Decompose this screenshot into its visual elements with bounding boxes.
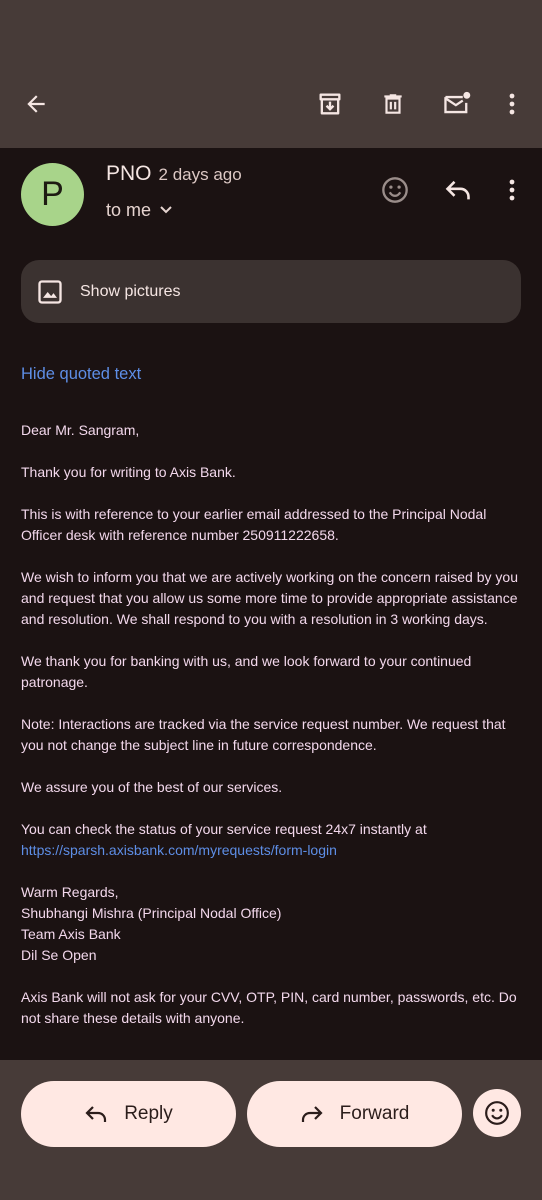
image-icon bbox=[36, 278, 64, 306]
more-options-button[interactable] bbox=[488, 80, 536, 128]
signature-line: Team Axis Bank bbox=[21, 926, 121, 942]
sender-line bbox=[106, 162, 242, 192]
body-paragraph: We assure you of the best of our services. bbox=[21, 779, 283, 795]
service-request-link[interactable]: https://sparsh.axisbank.com/myrequests/form-login bbox=[21, 842, 337, 858]
forward-label: Forward bbox=[339, 1103, 410, 1124]
status-text: You can check the status of your service request 24x7 instantly at bbox=[21, 821, 427, 837]
delete-button[interactable] bbox=[369, 80, 417, 128]
body-paragraph: We wish to inform you that we are actively working on the concern raised by you and request that you allow us some more time to provide appropriate assistance and resolution. We shall respond to you with a resolution in 3 working days. bbox=[21, 569, 518, 627]
show-pictures-button[interactable] bbox=[21, 260, 521, 323]
archive-icon bbox=[316, 90, 344, 118]
status-paragraph bbox=[21, 819, 526, 861]
back-button[interactable] bbox=[12, 80, 60, 128]
archive-button[interactable] bbox=[306, 80, 354, 128]
body-paragraph: Note: Interactions are tracked via the service request number. We request that you not change the subject line in future correspondence. bbox=[21, 716, 506, 753]
show-pictures-label: Show pictures bbox=[80, 282, 181, 300]
arrow-left-icon bbox=[23, 91, 49, 117]
message-time: 2 days ago bbox=[158, 165, 242, 184]
body-paragraph: Thank you for writing to Axis Bank. bbox=[21, 464, 236, 480]
reply-label: Reply bbox=[124, 1103, 173, 1124]
more-vert-icon bbox=[508, 92, 516, 116]
add-reaction-button[interactable] bbox=[371, 166, 419, 214]
emoji-icon bbox=[484, 1100, 510, 1126]
emoji-reaction-button[interactable] bbox=[473, 1089, 521, 1137]
reply-icon bbox=[84, 1104, 108, 1124]
emoji-icon bbox=[381, 176, 409, 204]
email-body bbox=[21, 420, 526, 1050]
trash-icon bbox=[380, 90, 406, 118]
greeting: Dear Mr. Sangram, bbox=[21, 422, 140, 438]
recipient-details-toggle[interactable] bbox=[106, 196, 173, 224]
recipient-label: to me bbox=[106, 199, 152, 220]
sender-name: PNO bbox=[106, 162, 152, 185]
mail-unread-icon bbox=[442, 90, 472, 118]
message-more-button[interactable] bbox=[488, 166, 536, 214]
signature bbox=[21, 882, 526, 966]
chevron-down-icon bbox=[159, 205, 173, 215]
body-paragraph: This is with reference to your earlier email addressed to the Principal Nodal Officer desk with reference number 250911222658. bbox=[21, 506, 487, 543]
signature-line: Shubhangi Mishra (Principal Nodal Office) bbox=[21, 905, 282, 921]
forward-icon bbox=[300, 1104, 324, 1124]
body-paragraph: We thank you for banking with us, and we look forward to your continued patronage. bbox=[21, 653, 472, 690]
signature-line: Dil Se Open bbox=[21, 947, 97, 963]
forward-button[interactable] bbox=[247, 1081, 462, 1147]
sender-avatar[interactable] bbox=[21, 163, 84, 226]
hide-quoted-text-link[interactable]: Hide quoted text bbox=[21, 365, 142, 383]
body-paragraph: Axis Bank will not ask for your CVV, OTP, PIN, card number, passwords, etc. Do not share these details with anyone. bbox=[21, 989, 517, 1026]
signature-line: Warm Regards, bbox=[21, 884, 119, 900]
more-vert-icon bbox=[508, 178, 516, 202]
mark-unread-button[interactable] bbox=[433, 80, 481, 128]
reply-button[interactable] bbox=[21, 1081, 236, 1147]
reply-icon-button[interactable] bbox=[434, 166, 482, 214]
avatar-letter: P bbox=[41, 175, 64, 213]
reply-icon bbox=[444, 178, 472, 202]
